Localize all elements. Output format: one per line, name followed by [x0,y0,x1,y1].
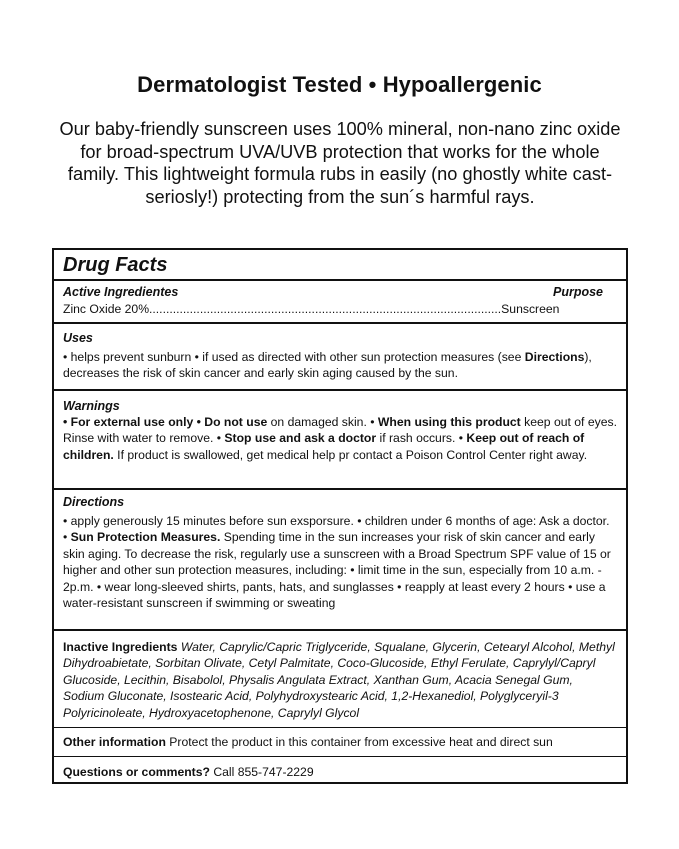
warnings-heading: Warnings [63,399,120,413]
other-information-label: Other information [63,735,166,749]
divider [54,322,626,324]
divider [54,279,626,281]
uses-text: • helps prevent sunburn • if used as directed with other sun protection measures (see Directions), decreases the risk of skin cancer and early skin aging caused by the sun. [63,350,592,381]
other-information-section [54,734,626,750]
directions-heading: Directions [63,495,125,509]
warnings-text: • For external use only • Do not use on damaged skin. • When using this product keep out of eyes. Rinse with water to remove. • Stop use and ask a doctor if rash occurs. • Keep out of reach of children. If product is swallowed, get medical help pr contact a Poison Control Center right away. [63,415,617,462]
divider [54,389,626,391]
inactive-ingredients-label: Inactive Ingredients [63,640,178,654]
headline: Dermatologist Tested • Hypoallergenic [137,72,542,97]
questions-text: Questions or comments? Call 855-747-2229 [63,765,314,779]
divider [54,756,626,757]
divider [54,488,626,490]
active-ingredients-section [54,284,626,317]
drug-facts-title-section [54,252,626,278]
other-information-text: Other information Protect the product in this container from excessive heat and direct sun [63,735,553,749]
inactive-ingredients-text: Inactive Ingredients Water, Caprylic/Capric Triglyceride, Squalane, Glycerin, Cetearyl Alcohol, Methyl Dihydroabietate, Sorbitan Olivate, Cetyl Palmitate, Coco-Glucoside, Ethyl Ferulate, Caprylyl/Capryl Glucoside, Lecithin, Bisabolol, Physalis Angulata Extract, Xanthan Gum, Acacia Senegal Gum, Sodium Gluconate, Isostearic Acid, Polyhydroxystearic Acid, 1,2-Hexanediol, Polyglyceryil-3 Polyricinoleate, Hydroxyacetophenone, Caprylyl Glycol [63,640,615,720]
active-ingredient-line: Zinc Oxide 20%........................................................................................................Sunscreen [63,302,560,316]
directions-section [54,494,626,611]
drug-facts-panel [52,248,628,784]
drug-facts-title: Drug Facts [63,254,168,276]
intro-paragraph: Our baby-friendly sunscreen uses 100% mineral, non-nano zinc oxide for broad-spectrum UVA/UVB protection that works for the whole family. This lightweight formula rubs in easily (no ghostly white cast-seriosly!) protecting from the sun´s harmful rays. [59,119,621,207]
divider [54,629,626,631]
inactive-ingredients-section [54,639,626,721]
divider [54,727,626,728]
directions-text: • apply generously 15 minutes before sun exsporsure. • children under 6 months of age: Ask a doctor. • Sun Protection Measures. Spending time in the sun increases your risk of skin cancer and early skin aging. To decrease the risk, regularly use a sunscreen with a Broad Spectrum SPF value of 15 or higher and other sun protection measures, including: • limit time in the sun, especially from 10 a.m. - 2p.m. • wear long-sleeved shirts, pants, hats, and sunglasses • reapply at least every 2 hours • use a water-resistant sunscreen if swimming or sweating [63,514,611,611]
uses-heading: Uses [63,331,93,345]
warnings-section [54,398,626,463]
questions-label: Questions or comments? [63,765,210,779]
purpose-heading: Purpose [552,285,603,299]
questions-section [54,764,626,780]
active-ingredients-heading: Active Ingredientes [63,285,179,299]
uses-section [54,330,626,382]
